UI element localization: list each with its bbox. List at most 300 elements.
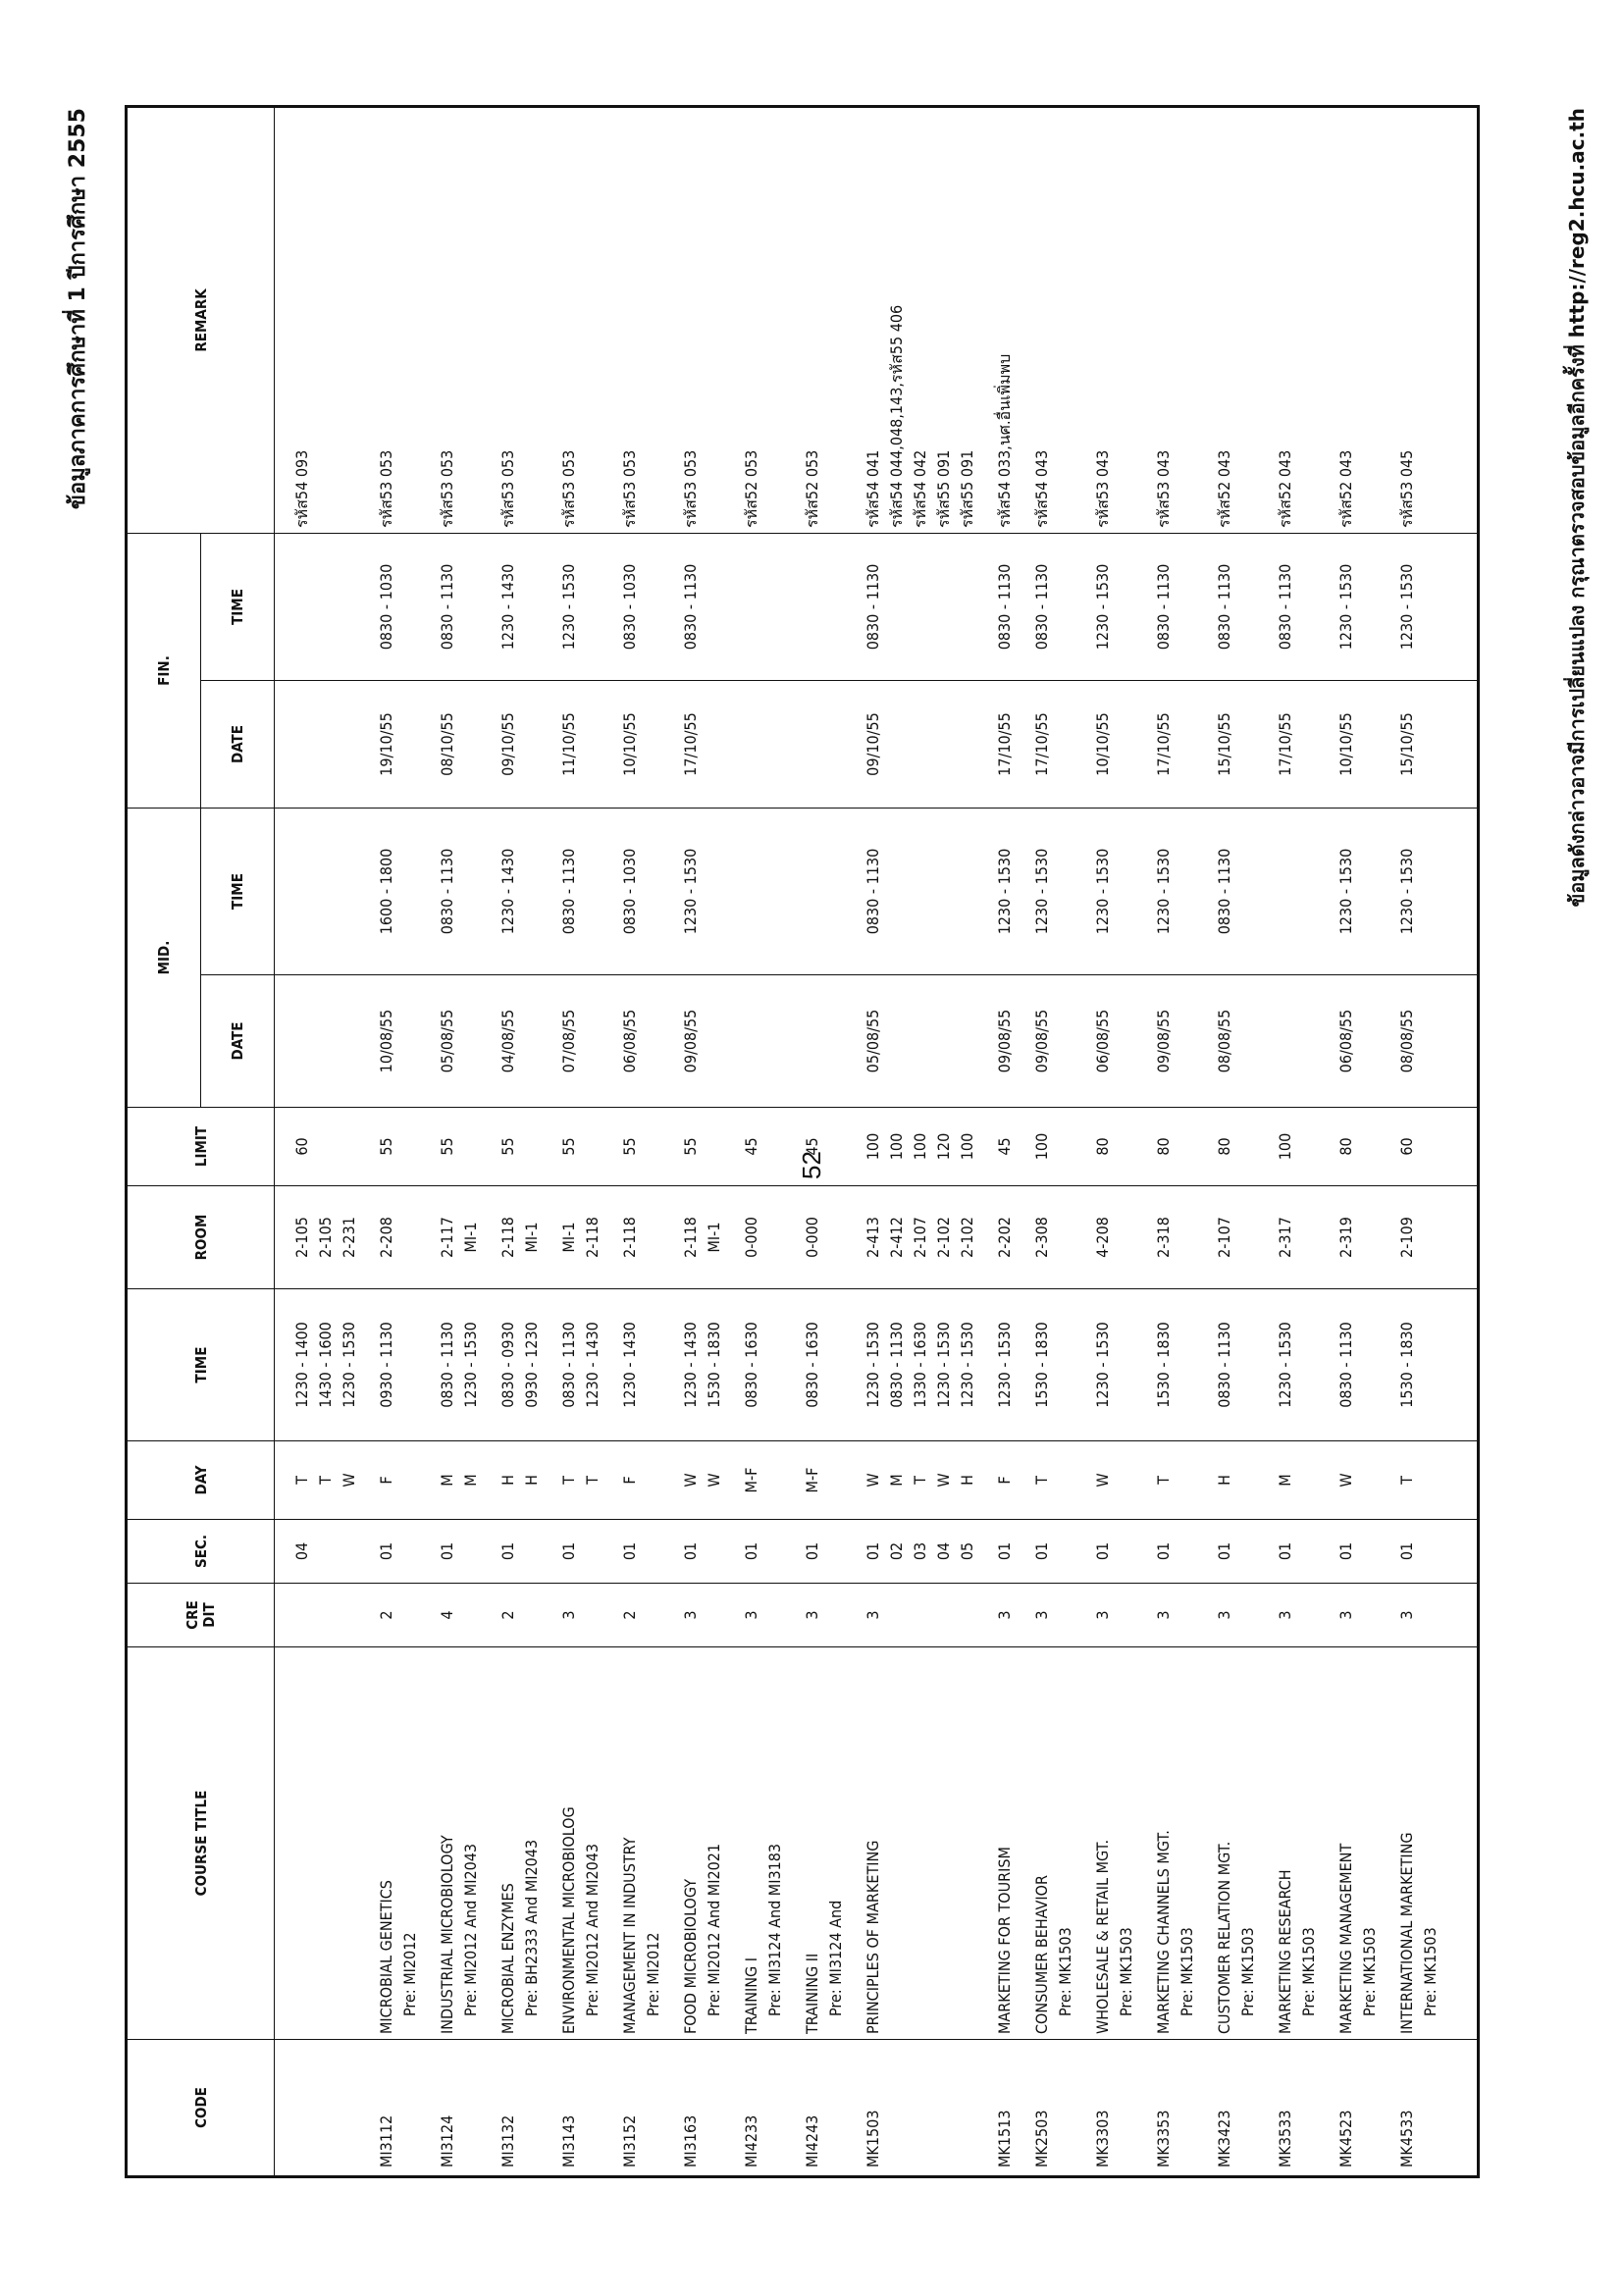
cell-fin-date (855, 680, 986, 808)
table-row (1023, 106, 1084, 2176)
mid-exam-date: 05/08/55 (438, 1009, 456, 1073)
cell-credit (855, 1584, 986, 1647)
limit-value: 60 (292, 1137, 311, 1156)
cell-limit (1388, 1108, 1449, 1186)
cell-mid-date (550, 975, 611, 1108)
course-title: MARKETING MANAGEMENT (1336, 1843, 1355, 2034)
header-time: TIME (127, 1289, 275, 1441)
section-number: 01 (1336, 1541, 1355, 1561)
credit-value: 3 (559, 1610, 578, 1620)
cell-code (429, 2040, 490, 2177)
cell-room (1206, 1186, 1267, 1289)
day-value: M (1276, 1474, 1294, 1487)
cell-credit (672, 1584, 733, 1647)
day-value: W (1336, 1473, 1355, 1487)
section-number: 01 (498, 1541, 517, 1561)
course-title: FOOD MICROBIOLOGY (681, 1878, 700, 2034)
cell-credit (1328, 1584, 1388, 1647)
cell-room (1084, 1186, 1145, 1289)
cell-fin-date (368, 680, 429, 808)
cell-remark (1267, 106, 1328, 533)
cell-code (368, 2040, 429, 2177)
remark-text: รหัส52 043 (1336, 449, 1355, 528)
day-value: M-F (803, 1467, 821, 1493)
cell-day (429, 1441, 490, 1520)
cell-code (986, 2040, 1023, 2177)
table-filler-row (1449, 106, 1479, 2176)
mid-exam-date: 06/08/55 (620, 1009, 639, 1073)
filler-cell (1449, 1289, 1479, 1441)
mid-exam-time: 0830 - 1130 (438, 848, 456, 935)
cell-mid-date (368, 975, 429, 1108)
filler-cell (1449, 975, 1479, 1108)
prerequisite: Pre: MI2012 (400, 1932, 419, 2016)
cell-sec (855, 1520, 986, 1584)
cell-course-title (550, 1647, 611, 2040)
cell-sec (611, 1520, 672, 1584)
room-value: 2-105 (292, 1217, 311, 1258)
section-number: 01 (1276, 1541, 1294, 1561)
time-value: 1230 - 1430 (681, 1322, 700, 1408)
cell-limit (368, 1108, 429, 1186)
mid-exam-date: 08/08/55 (1215, 1009, 1233, 1073)
day-value: W (681, 1473, 700, 1487)
cell-credit (1145, 1584, 1206, 1647)
cell-time (550, 1289, 611, 1441)
cell-fin-date (986, 680, 1023, 808)
course-title: MICROBIAL GENETICS (377, 1880, 395, 2034)
cell-room (672, 1186, 733, 1289)
final-exam-date: 17/10/55 (681, 712, 700, 776)
cell-credit (611, 1584, 672, 1647)
room-value: 4-208 (1093, 1217, 1112, 1258)
section-number: 01 (1032, 1541, 1051, 1561)
cell-sec (368, 1520, 429, 1584)
prerequisite: Pre: MK1503 (1178, 1927, 1196, 2016)
cell-sec (1145, 1520, 1206, 1584)
cell-fin-date (1267, 680, 1328, 808)
course-title: MARKETING RESEARCH (1276, 1869, 1294, 2034)
time-value: 1530 - 1830 (1397, 1322, 1416, 1408)
cell-fin-time (855, 533, 986, 680)
table-row (490, 106, 550, 2176)
cell-credit (1206, 1584, 1267, 1647)
cell-time (1206, 1289, 1267, 1441)
credit-value: 4 (438, 1610, 456, 1620)
mid-exam-date: 04/08/55 (498, 1009, 517, 1073)
room-value: 2-412 (887, 1217, 906, 1258)
cell-fin-time (1023, 533, 1084, 680)
time-value: 1230 - 1530 (1276, 1322, 1294, 1408)
cell-day (1023, 1441, 1084, 1520)
cell-day (794, 1441, 855, 1520)
day-value: T (559, 1476, 578, 1485)
cell-fin-time (672, 533, 733, 680)
mid-exam-time: 1230 - 1530 (1336, 848, 1355, 935)
cell-mid-date (794, 975, 855, 1108)
cell-code (490, 2040, 550, 2177)
limit-value: 45 (995, 1137, 1014, 1156)
cell-fin-time (794, 533, 855, 680)
limit-value: 100 (911, 1132, 929, 1161)
cell-limit (275, 1108, 369, 1186)
prerequisite: Pre: MK1503 (1238, 1927, 1257, 2016)
section-number: 01 (681, 1541, 700, 1561)
cell-fin-date (672, 680, 733, 808)
course-code: MI4243 (803, 2114, 821, 2167)
cell-sec (275, 1520, 369, 1584)
final-exam-time: 0830 - 1130 (438, 563, 456, 651)
cell-limit (733, 1108, 794, 1186)
final-exam-time: 0830 - 1030 (377, 563, 395, 651)
cell-fin-time (368, 533, 429, 680)
course-code: MI3124 (438, 2114, 456, 2167)
cell-credit (986, 1584, 1023, 1647)
cell-fin-time (1388, 533, 1449, 680)
cell-remark (855, 106, 986, 533)
final-exam-date: 17/10/55 (995, 712, 1014, 776)
course-code: MK4523 (1336, 2110, 1355, 2167)
time-value: 1230 - 1530 (995, 1322, 1014, 1408)
cell-room (794, 1186, 855, 1289)
room-value: 2-317 (1276, 1217, 1294, 1258)
mid-exam-date: 08/08/55 (1397, 1009, 1416, 1073)
room-value: 2-202 (995, 1217, 1014, 1258)
cell-course-title (490, 1647, 550, 2040)
cell-mid-date (429, 975, 490, 1108)
room-value: 2-308 (1032, 1217, 1051, 1258)
time-value: 1430 - 1600 (316, 1322, 335, 1408)
cell-mid-date (611, 975, 672, 1108)
cell-mid-time (1388, 808, 1449, 974)
cell-code (1206, 2040, 1267, 2177)
cell-course-title (1084, 1647, 1145, 2040)
course-title: INTERNATIONAL MARKETING (1397, 1832, 1416, 2034)
cell-mid-time (1084, 808, 1145, 974)
cell-day (1388, 1441, 1449, 1520)
section-number: 01 (620, 1541, 639, 1561)
course-code: MK3303 (1093, 2110, 1112, 2167)
cell-credit (794, 1584, 855, 1647)
cell-time (855, 1289, 986, 1441)
day-value: W (934, 1473, 953, 1487)
day-value: T (583, 1476, 602, 1485)
limit-value: 100 (887, 1132, 906, 1161)
room-value: 0-000 (742, 1217, 760, 1258)
cell-mid-date (1328, 975, 1388, 1108)
remark-text: รหัส54 093 (292, 449, 311, 528)
mid-exam-time: 1230 - 1430 (498, 848, 517, 935)
cell-fin-time (611, 533, 672, 680)
cell-room (1267, 1186, 1328, 1289)
cell-course-title (672, 1647, 733, 2040)
cell-room (490, 1186, 550, 1289)
room-value: 2-109 (1397, 1217, 1416, 1258)
cell-remark (550, 106, 611, 533)
cell-remark (733, 106, 794, 533)
cell-course-title (368, 1647, 429, 2040)
cell-remark (1023, 106, 1084, 533)
cell-sec (1328, 1520, 1388, 1584)
remark-text: รหัส52 043 (1276, 449, 1294, 528)
cell-course-title (733, 1647, 794, 2040)
section-number: 01 (1154, 1541, 1173, 1561)
remark-text: รหัส53 053 (681, 449, 700, 528)
cell-time (986, 1289, 1023, 1441)
room-value: 2-318 (1154, 1217, 1173, 1258)
cell-time (1084, 1289, 1145, 1441)
page-number: 52 (796, 1151, 826, 1179)
final-exam-date: 15/10/55 (1215, 712, 1233, 776)
cell-course-title (794, 1647, 855, 2040)
cell-limit (855, 1108, 986, 1186)
time-value: 0830 - 1630 (742, 1322, 760, 1408)
course-code: MK1503 (864, 2110, 882, 2167)
cell-mid-time (550, 808, 611, 974)
table-row (733, 106, 794, 2176)
section-number: 01 (742, 1541, 760, 1561)
course-title: TRAINING I (742, 1957, 760, 2034)
cell-time (275, 1289, 369, 1441)
header-limit: LIMIT (127, 1108, 275, 1186)
cell-day (275, 1441, 369, 1520)
time-value: 0830 - 1130 (1336, 1322, 1355, 1408)
header-course-title: COURSE TITLE (127, 1647, 275, 2040)
day-value: H (958, 1475, 976, 1486)
cell-time (1388, 1289, 1449, 1441)
day-value: H (522, 1475, 541, 1486)
remark-text: รหัส55 091 (934, 449, 953, 528)
cell-mid-time (275, 808, 369, 974)
cell-sec (1084, 1520, 1145, 1584)
prerequisite: Pre: MI2012 (644, 1932, 662, 2016)
course-code: MK3353 (1154, 2110, 1173, 2167)
room-value: 2-118 (620, 1217, 639, 1258)
limit-value: 80 (1215, 1137, 1233, 1156)
room-value: 2-107 (911, 1217, 929, 1258)
cell-room (1145, 1186, 1206, 1289)
cell-time (1328, 1289, 1388, 1441)
cell-code (1388, 2040, 1449, 2177)
room-value: 2-118 (498, 1217, 517, 1258)
filler-cell (1449, 1441, 1479, 1520)
cell-time (794, 1289, 855, 1441)
limit-value: 100 (958, 1132, 976, 1161)
prerequisite: Pre: MK1503 (1299, 1927, 1318, 2016)
mid-exam-time: 0830 - 1130 (559, 848, 578, 935)
mid-exam-date: 07/08/55 (559, 1009, 578, 1073)
room-value: 2-102 (958, 1217, 976, 1258)
cell-remark (275, 106, 369, 533)
cell-mid-time (733, 808, 794, 974)
filler-cell (1449, 1647, 1479, 2040)
day-value: M (438, 1474, 456, 1487)
section-number: 03 (911, 1541, 929, 1561)
day-value: H (498, 1475, 517, 1486)
cell-limit (986, 1108, 1023, 1186)
cell-room (733, 1186, 794, 1289)
limit-value: 55 (498, 1137, 517, 1156)
cell-remark (368, 106, 429, 533)
final-exam-date: 17/10/55 (1276, 712, 1294, 776)
remark-text: รหัส52 043 (1215, 449, 1233, 528)
table-row (611, 106, 672, 2176)
cell-credit (733, 1584, 794, 1647)
cell-mid-time (1023, 808, 1084, 974)
mid-exam-time: 1230 - 1530 (1397, 848, 1416, 935)
cell-day (368, 1441, 429, 1520)
section-number: 04 (934, 1541, 953, 1561)
cell-remark (429, 106, 490, 533)
section-number: 05 (958, 1541, 976, 1561)
cell-sec (1267, 1520, 1328, 1584)
day-value: T (911, 1476, 929, 1485)
cell-fin-date (275, 680, 369, 808)
day-value: T (1032, 1476, 1051, 1485)
time-value: 1230 - 1530 (1093, 1322, 1112, 1408)
cell-time (429, 1289, 490, 1441)
cell-course-title (1145, 1647, 1206, 2040)
room-value: 2-118 (583, 1217, 602, 1258)
course-title: ENVIRONMENTAL MICROBIOLOG (559, 1806, 578, 2034)
cell-course-title (1023, 1647, 1084, 2040)
course-title: MANAGEMENT IN INDUSTRY (620, 1837, 639, 2034)
mid-exam-time: 1600 - 1800 (377, 848, 395, 935)
course-title: PRINCIPLES OF MARKETING (864, 1840, 882, 2034)
course-code: MK3533 (1276, 2110, 1294, 2167)
course-code: MI3112 (377, 2114, 395, 2167)
cell-code (1023, 2040, 1084, 2177)
cell-remark (611, 106, 672, 533)
cell-remark (1084, 106, 1145, 533)
cell-limit (429, 1108, 490, 1186)
prerequisite: Pre: MI2012 And MI2021 (705, 1843, 723, 2016)
day-value: W (340, 1473, 358, 1487)
cell-limit (611, 1108, 672, 1186)
course-code: MK3423 (1215, 2110, 1233, 2167)
final-exam-time: 1230 - 1530 (1397, 563, 1416, 651)
cell-fin-date (611, 680, 672, 808)
mid-exam-time: 0830 - 1030 (620, 848, 639, 935)
filler-cell (1449, 1186, 1479, 1289)
table-row (794, 106, 855, 2176)
document-title: ข้อมูลภาคการศึกษาที่ 1 ปีการศึกษา 2555 (66, 108, 90, 510)
cell-limit (1145, 1108, 1206, 1186)
cell-limit (672, 1108, 733, 1186)
final-exam-time: 0830 - 1130 (995, 563, 1014, 651)
cell-remark (672, 106, 733, 533)
cell-fin-date (1084, 680, 1145, 808)
cell-fin-date (429, 680, 490, 808)
day-value: T (1397, 1476, 1416, 1485)
cell-credit (368, 1584, 429, 1647)
day-value: M (887, 1474, 906, 1487)
limit-value: 120 (934, 1132, 953, 1161)
cell-limit (1267, 1108, 1328, 1186)
limit-value: 55 (681, 1137, 700, 1156)
cell-sec (672, 1520, 733, 1584)
final-exam-date: 09/10/55 (498, 712, 517, 776)
table-row (550, 106, 611, 2176)
cell-fin-date (1328, 680, 1388, 808)
cell-mid-date (986, 975, 1023, 1108)
cell-mid-time (490, 808, 550, 974)
section-number: 01 (1397, 1541, 1416, 1561)
cell-fin-time (275, 533, 369, 680)
cell-mid-date (1145, 975, 1206, 1108)
remark-text: รหัส53 045 (1397, 449, 1416, 528)
table-row (1206, 106, 1267, 2176)
prerequisite: Pre: MI2012 And MI2043 (461, 1843, 480, 2016)
final-exam-date: 08/10/55 (438, 712, 456, 776)
day-value: M (461, 1474, 480, 1487)
limit-value: 55 (377, 1137, 395, 1156)
cell-room (275, 1186, 369, 1289)
table-row (275, 106, 369, 2176)
mid-exam-time: 1230 - 1530 (1154, 848, 1173, 935)
header-remark: REMARK (127, 106, 275, 533)
cell-course-title (429, 1647, 490, 2040)
cell-fin-time (1145, 533, 1206, 680)
cell-fin-time (986, 533, 1023, 680)
remark-text: รหัส52 053 (803, 449, 821, 528)
mid-exam-time: 0830 - 1130 (1215, 848, 1233, 935)
cell-fin-date (794, 680, 855, 808)
table-row (672, 106, 733, 2176)
cell-limit (550, 1108, 611, 1186)
filler-cell (1449, 1584, 1479, 1647)
cell-room (429, 1186, 490, 1289)
filler-cell (1449, 2040, 1479, 2177)
table-row (1328, 106, 1388, 2176)
cell-fin-time (1328, 533, 1388, 680)
day-value: H (1215, 1475, 1233, 1486)
cell-mid-time (855, 808, 986, 974)
header-room: ROOM (127, 1186, 275, 1289)
course-title: MARKETING CHANNELS MGT. (1154, 1830, 1173, 2034)
credit-value: 2 (620, 1610, 639, 1620)
time-value: 1230 - 1530 (340, 1322, 358, 1408)
credit-value: 3 (803, 1610, 821, 1620)
cell-credit (490, 1584, 550, 1647)
cell-code (1267, 2040, 1328, 2177)
room-value: 0-000 (803, 1217, 821, 1258)
course-schedule-table (125, 105, 1480, 2178)
course-title: TRAINING II (803, 1953, 821, 2034)
cell-mid-date (1023, 975, 1084, 1108)
cell-mid-date (855, 975, 986, 1108)
limit-value: 80 (1154, 1137, 1173, 1156)
remark-text: รหัส53 053 (498, 449, 517, 528)
limit-value: 55 (620, 1137, 639, 1156)
cell-fin-time (1084, 533, 1145, 680)
cell-time (1023, 1289, 1084, 1441)
cell-sec (1388, 1520, 1449, 1584)
remark-text: รหัส53 043 (1093, 449, 1112, 528)
final-exam-date: 17/10/55 (1032, 712, 1051, 776)
cell-time (672, 1289, 733, 1441)
cell-mid-time (1328, 808, 1388, 974)
room-value: 2-118 (681, 1217, 700, 1258)
final-exam-time: 0830 - 1130 (864, 563, 882, 651)
cell-remark (794, 106, 855, 533)
prerequisite: Pre: MI3124 And (826, 1900, 845, 2016)
cell-time (611, 1289, 672, 1441)
credit-value: 2 (377, 1610, 395, 1620)
cell-remark (1328, 106, 1388, 533)
cell-sec (490, 1520, 550, 1584)
limit-value: 80 (1093, 1137, 1112, 1156)
